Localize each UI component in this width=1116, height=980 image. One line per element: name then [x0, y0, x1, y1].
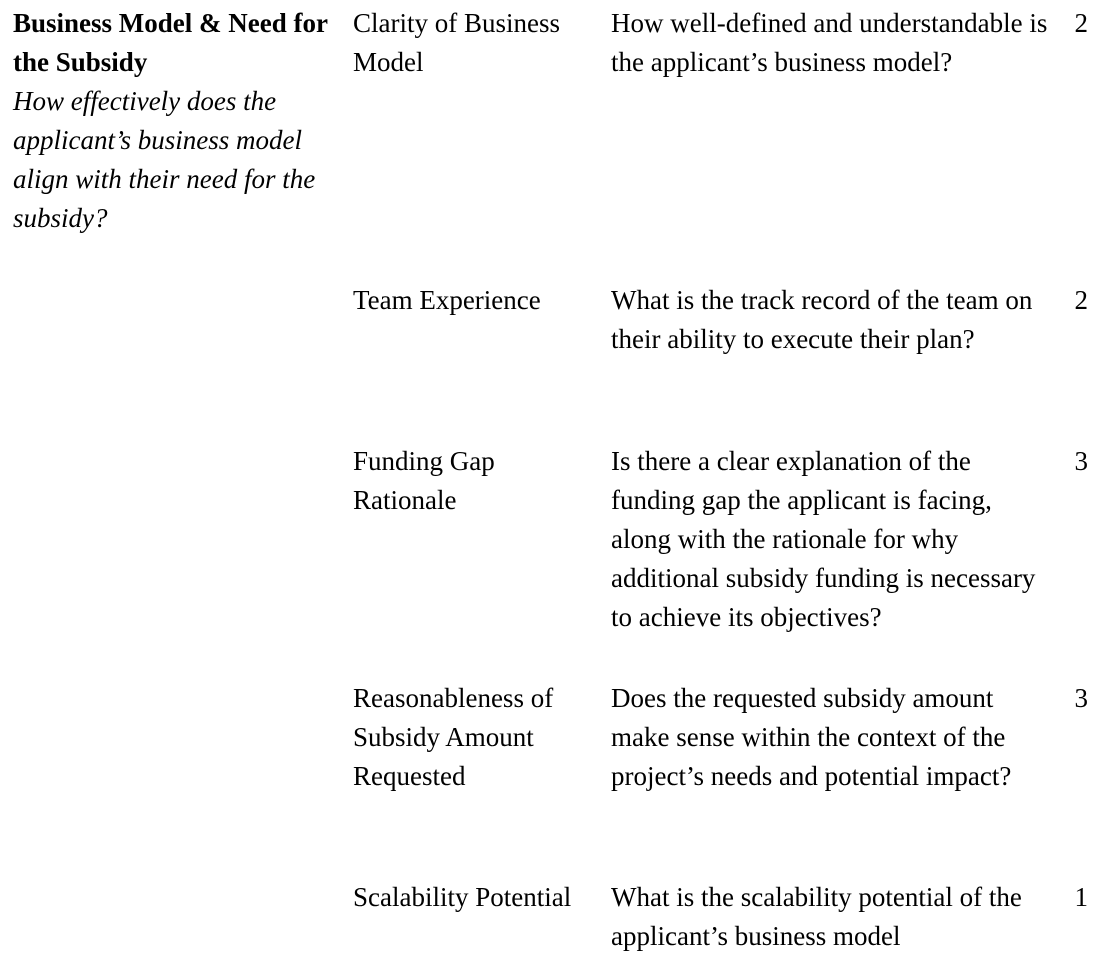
category-description: How effectively does the applicant’s business model align with their need for the subsidy?	[13, 86, 316, 233]
criterion-question: What is the scalability potential of the applicant’s business model	[611, 882, 1022, 951]
criterion-score: 3	[1074, 683, 1088, 713]
category-cell	[13, 4, 331, 238]
criterion-score: 1	[1074, 882, 1088, 912]
criterion-question: Is there a clear explanation of the funding gap the applicant is facing, along with the rationale for why additional subsidy funding is necessary to achieve its objectives?	[611, 446, 1036, 632]
criterion-name: Funding Gap Rationale	[353, 446, 495, 515]
criterion-question: What is the track record of the team on their ability to execute their plan?	[611, 285, 1033, 354]
criterion-score: 2	[1074, 8, 1088, 38]
criterion-question: How well-defined and understandable is the applicant’s business model?	[611, 8, 1048, 77]
criterion-name: Reasonableness of Subsidy Amount Requested	[353, 683, 554, 791]
category-title: Business Model & Need for the Subsidy	[13, 8, 328, 77]
criterion-score: 3	[1074, 446, 1088, 476]
criterion-name: Clarity of Business Model	[353, 8, 560, 77]
criterion-name: Team Experience	[353, 285, 541, 315]
criterion-question: Does the requested subsidy amount make sense within the context of the project’s needs and potential impact?	[611, 683, 1012, 791]
criterion-name: Scalability Potential	[353, 882, 572, 912]
criterion-score: 2	[1074, 285, 1088, 315]
